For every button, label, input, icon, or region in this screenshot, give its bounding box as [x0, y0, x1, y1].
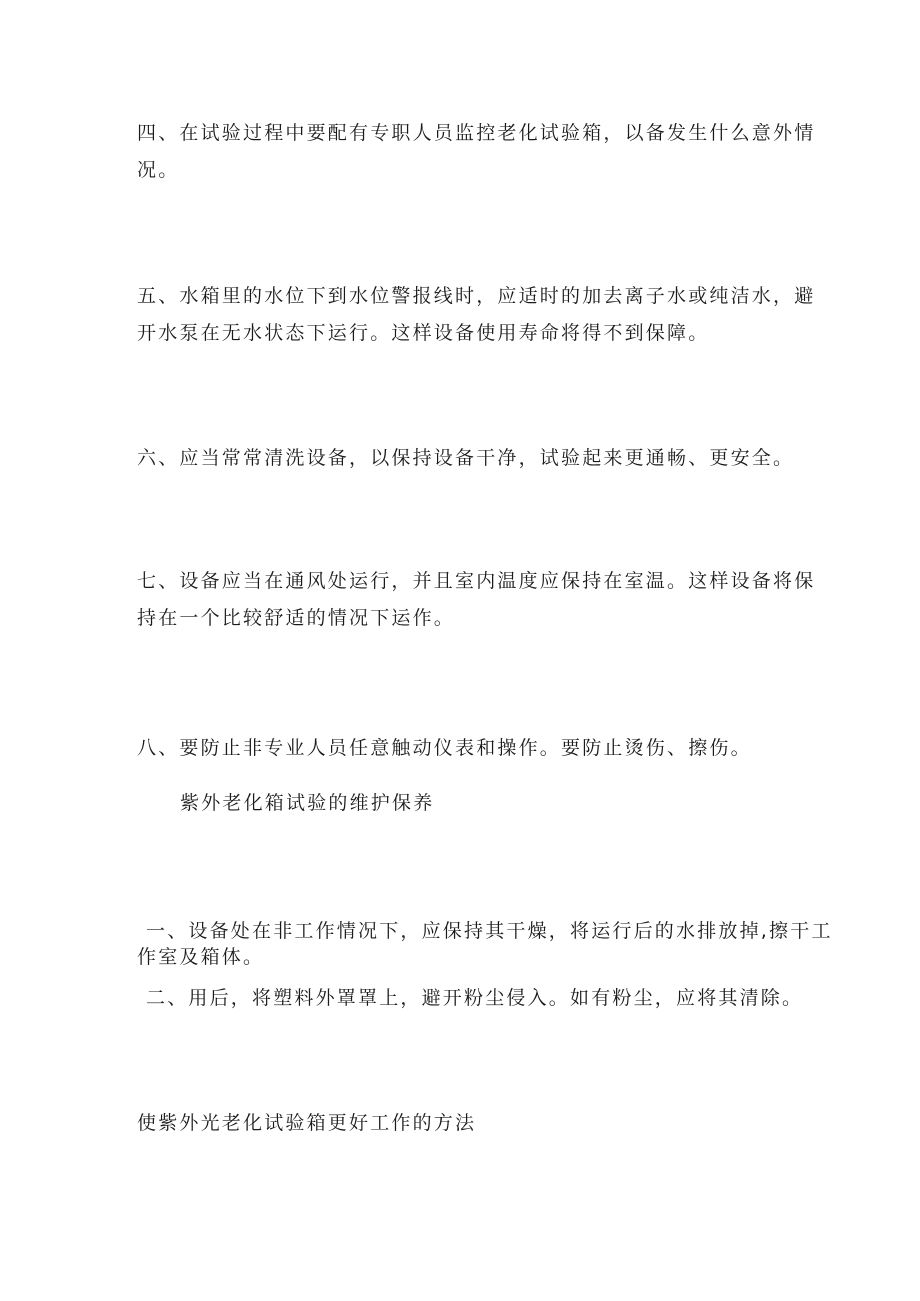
paragraph-item-5 — [137, 278, 815, 352]
paragraph-line: 一、设备处在非工作情况下，应保持其干燥，将运行后的水排放掉,擦干工 — [146, 920, 833, 942]
paragraph-line: 八、要防止非专业人员任意触动仪表和操作。要防止烫伤、擦伤。 — [137, 737, 752, 759]
paragraph-line: 四、在试验过程中要配有专职人员监控老化试验箱，以备发生什么意外情 — [137, 122, 816, 144]
paragraph-maint-1 — [137, 918, 833, 970]
paragraph-line: 五、水箱里的水位下到水位警报线时，应适时的加去离子水或纯洁水，避 — [137, 285, 816, 307]
paragraph-item-4 — [137, 115, 815, 189]
paragraph-line: 六、应当常常清洗设备，以保持设备干净，试验起来更通畅、更安全。 — [137, 447, 795, 469]
paragraph-line: 况。 — [137, 159, 180, 181]
section-heading-maintenance — [180, 785, 434, 822]
heading-text: 紫外老化箱试验的维护保养 — [180, 792, 435, 814]
paragraph-item-6 — [137, 440, 794, 477]
section-heading-methods — [137, 1105, 476, 1142]
paragraph-line: 七、设备应当在通风处运行，并且室内温度应保持在室温。这样设备将保 — [137, 570, 816, 592]
paragraph-item-7 — [137, 563, 815, 637]
heading-text: 使紫外光老化试验箱更好工作的方法 — [137, 1112, 477, 1134]
paragraph-line: 作室及箱体。 — [137, 946, 265, 968]
paragraph-item-8 — [137, 730, 752, 767]
paragraph-maint-2 — [146, 980, 803, 1017]
paragraph-line: 持在一个比较舒适的情况下运作。 — [137, 607, 456, 629]
paragraph-line: 开水泵在无水状态下运行。这样设备使用寿命将得不到保障。 — [137, 322, 710, 344]
paragraph-line: 二、用后，将塑料外罩罩上，避开粉尘侵入。如有粉尘，应将其清除。 — [146, 987, 804, 1009]
